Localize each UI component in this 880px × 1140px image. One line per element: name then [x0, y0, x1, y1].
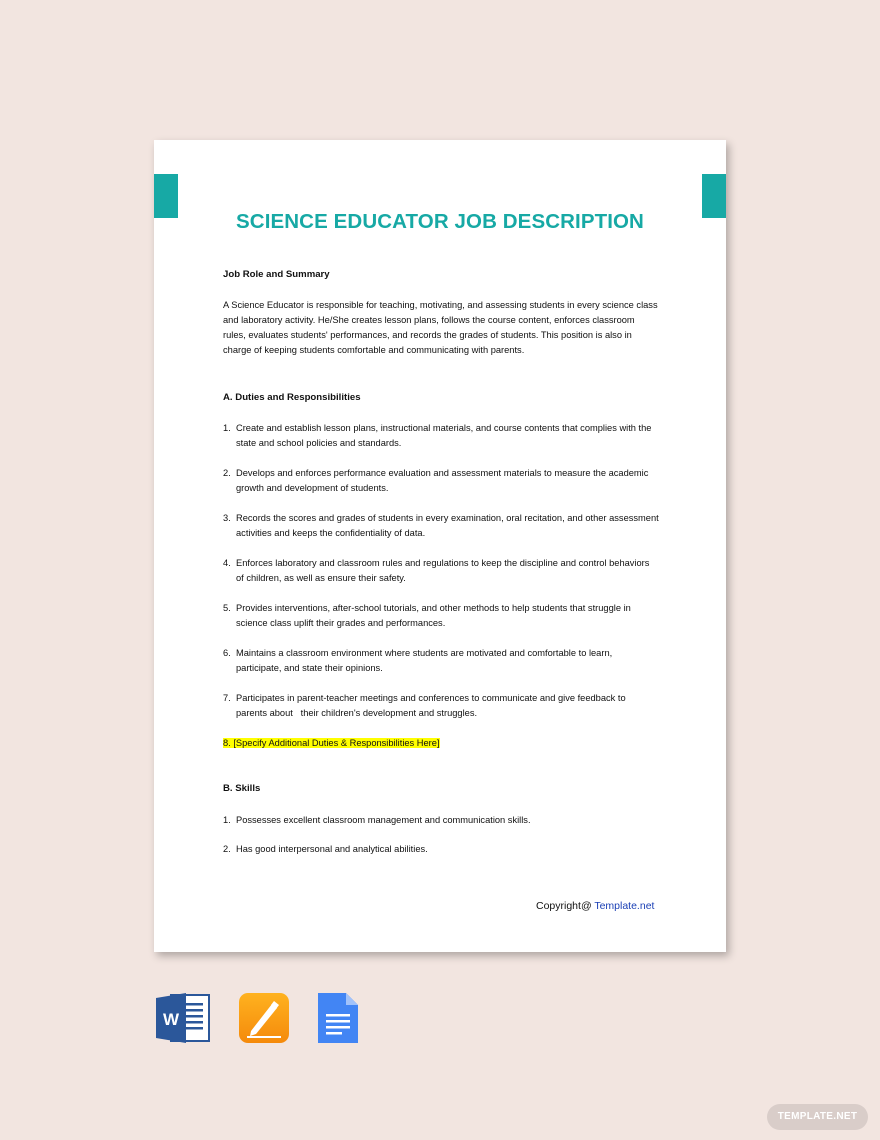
- copyright-notice: Copyright@ Template.net: [536, 900, 655, 912]
- summary-heading: Job Role and Summary: [223, 269, 330, 280]
- list-item: 2. Develops and enforces performance evaluation and assessment materials to measure the academic growth and development of students.: [223, 468, 649, 493]
- word-icon[interactable]: [156, 992, 212, 1049]
- skills-list: [223, 813, 659, 857]
- document-content: [223, 267, 659, 857]
- document-page: [154, 140, 726, 952]
- list-item: 2. Has good interpersonal and analytical abilities.: [223, 844, 428, 854]
- summary-text: A Science Educator is responsible for teaching, motivating, and assessing students in every science class and laboratory activity. He/She creates lesson plans, follows the course content, enforces classroom rules, evaluates students' performances, and records the grades of students. This position is also in charge of keeping students comfortable and communicating with parents.: [223, 300, 658, 355]
- list-item: 3. Records the scores and grades of students in every examination, oral recitation, and other assessment activities and keeps the confidentiality of data.: [223, 513, 659, 538]
- skills-heading: B. Skills: [223, 783, 261, 794]
- duties-list: [223, 421, 659, 721]
- svg-text:W: W: [162, 1010, 180, 1029]
- pages-icon[interactable]: [238, 992, 290, 1049]
- list-item: 6. Maintains a classroom environment where students are motivated and comfortable to learn, participate, and state their opinions.: [223, 648, 613, 673]
- list-item: 7. Participates in parent-teacher meetings and conferences to communicate and give feedback to parents about their children's development and struggles.: [223, 693, 629, 718]
- duties-heading: A. Duties and Responsibilities: [223, 392, 361, 403]
- list-item: 4. Enforces laboratory and classroom rules and regulations to keep the discipline and control behaviors of children, as well as ensure their safety.: [223, 558, 650, 583]
- google-docs-icon[interactable]: [316, 992, 360, 1049]
- list-item: 1. Create and establish lesson plans, instructional materials, and course contents that complies with the state and school policies and standards.: [223, 423, 652, 448]
- template-net-link[interactable]: Template.net: [594, 900, 655, 912]
- document-title: SCIENCE EDUCATOR JOB DESCRIPTION: [236, 210, 644, 233]
- list-item: 1. Possesses excellent classroom management and communication skills.: [223, 815, 531, 825]
- template-net-badge[interactable]: TEMPLATE.NET: [767, 1104, 868, 1130]
- list-item: 5. Provides interventions, after-school tutorials, and other methods to help students that struggle in science class uplift their grades and performances.: [223, 603, 631, 628]
- duty-placeholder-highlight: 8. [Specify Additional Duties & Responsibilities Here]: [223, 738, 440, 748]
